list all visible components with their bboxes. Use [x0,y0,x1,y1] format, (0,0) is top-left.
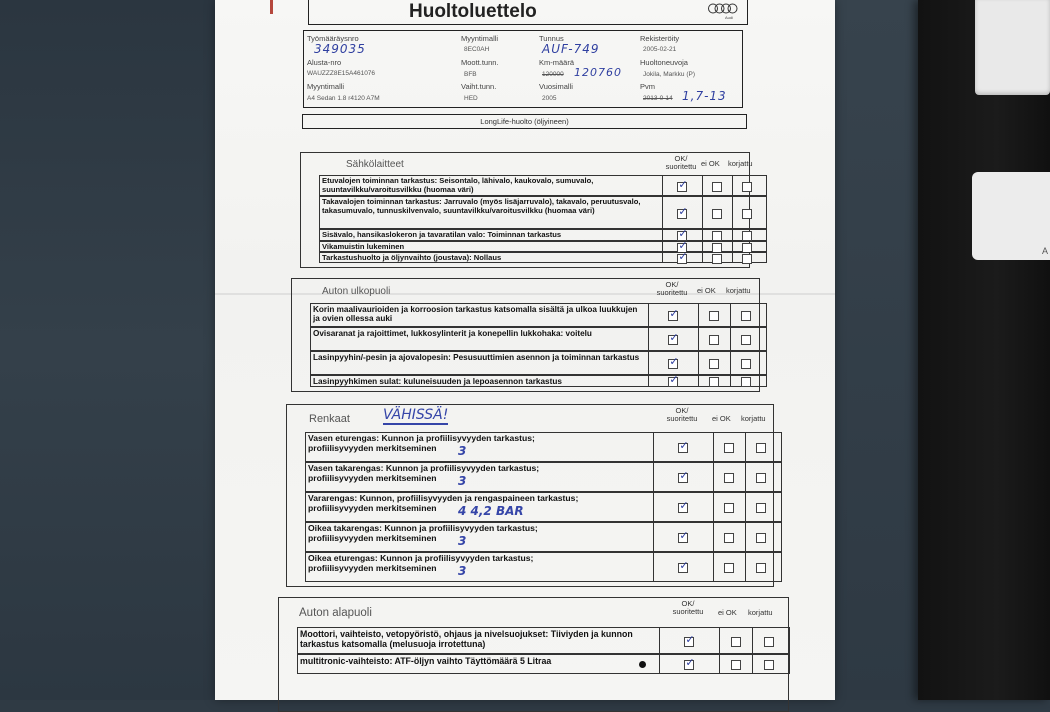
korjattu-checkbox[interactable] [756,533,766,543]
column-korjattu-header: korjattu [728,159,753,168]
checklist-row [319,238,767,252]
row-text [308,553,649,578]
column-divider [653,493,654,521]
column-divider [659,655,660,673]
eiok-checkbox[interactable] [724,473,734,483]
checklist-row [319,249,767,263]
eiok-checkbox[interactable] [724,563,734,573]
column-divider [702,242,703,251]
row-line2: profiilisyvyyden merkitseminen [308,532,437,543]
value-rekisteroity: 2005-02-21 [643,46,677,53]
checkmark-icon: ✓ [679,439,689,452]
column-divider [653,463,654,491]
korjattu-checkbox[interactable] [741,335,751,345]
column-divider [713,463,714,491]
eiok-checkbox[interactable] [731,637,741,647]
eiok-checkbox[interactable] [712,243,722,253]
value-km-printed: 120000 [542,71,564,78]
column-divider [719,628,720,653]
row-text: Tarkastushuolto ja öljynvaihto (joustava): Nollaus [322,253,502,262]
column-divider [659,628,660,653]
column-eiok-header: ei OK [697,286,716,295]
document-header [308,0,748,25]
ok-label: OK/ [674,154,688,163]
label-pvm: Pvm [640,82,655,91]
column-divider [698,352,699,374]
label-vuosimalli: Vuosimalli [539,82,573,91]
checkmark-icon: ✓ [685,656,695,669]
checkmark-icon: ✓ [669,373,679,386]
eiok-checkbox[interactable] [712,254,722,264]
korjattu-checkbox[interactable] [764,637,774,647]
column-divider [732,253,733,262]
column-divider [752,655,753,673]
label-vaiht: Vaiht.tunn. [461,82,497,91]
korjattu-checkbox[interactable] [756,563,766,573]
column-divider [662,197,663,228]
column-divider [702,176,703,195]
checklist-row [305,552,782,582]
row-text: Vikamuistin lukeminen [322,242,405,251]
row-text [308,463,649,488]
section-sahko [300,152,753,268]
audi-rings-icon [707,3,739,14]
column-divider [702,230,703,240]
column-divider [713,553,714,581]
korjattu-checkbox[interactable] [742,243,752,253]
section-ulko [291,278,760,392]
ok-label: OK/ [665,280,679,289]
korjattu-checkbox[interactable] [756,443,766,453]
value-myyntimalli: A4 Sedan 1.8 r4120 A7M [307,95,380,102]
checkmark-icon: ✓ [678,204,688,218]
row-text: Korin maalivaurioiden ja korroosion tarkastus katsomalla sisältä ja ulkoa luukkujen ja ovien ollessa auki [313,305,638,324]
column-divider [732,242,733,251]
column-divider [730,304,731,326]
black-binder [918,0,1050,700]
suoritettu-label: suoritettu [672,607,704,616]
eiok-checkbox[interactable] [709,311,719,321]
checklist-row [305,492,782,522]
eiok-checkbox[interactable] [724,443,734,453]
checkmark-icon: ✓ [678,227,688,240]
column-divider [745,463,746,491]
label-alusta: Alusta-nro [307,58,342,67]
korjattu-checkbox[interactable] [742,254,752,264]
checklist-row [319,229,767,241]
row-text: Takavalojen toiminnan tarkastus: Jarruvalo (myös lisäjarruvalo), takavalo, peruutusvalo, takasumuvalo, tunnuskilvenvalo, suuntavilkku/varoitusvilkku (huomaa väri) [322,197,641,215]
checklist-row [305,462,782,492]
value-km-handwritten: 120760 [574,66,622,79]
eiok-checkbox[interactable] [709,335,719,345]
row-line1: Oikea takarengas: Kunnon ja profiilisyvyyden tarkastus; [308,523,538,533]
eiok-checkbox[interactable] [731,660,741,670]
handwritten-depth: 4 4,2 BAR [458,504,524,518]
section-title: Auton alapuoli [299,606,372,619]
row-text: multitronic-vaihteisto: ATF-öljyn vaihto Täyttömäärä 5 Litraa [300,656,552,666]
row-line1: Vasen takarengas: Kunnon ja profiilisyvyyden tarkastus; [308,463,540,473]
column-divider [648,352,649,374]
column-divider [662,176,663,195]
value-tunnus: AUF-749 [542,42,600,56]
value-vaiht: HED [464,95,478,102]
checklist-row [297,627,790,654]
eiok-checkbox[interactable] [709,377,719,387]
row-text: Moottori, vaihteisto, vetopyöristö, ohjaus ja nivelsuojukset: Tiiviyden ja kunnon tarkastus katsomalla (melusuoja irrotettuna) [300,629,633,650]
column-ok-header [648,407,716,423]
ok-label: OK/ [675,406,689,415]
column-divider [662,242,663,251]
service-checklist-paper [215,0,835,700]
label-rekisteroity: Rekisteröity [640,34,680,43]
row-text: Sisävalo, hansikaslokeron ja tavaratilan valo: Toiminnan tarkastus [322,230,562,239]
column-korjattu-header: korjattu [726,286,751,295]
column-divider [653,433,654,461]
column-korjattu-header: korjattu [748,607,773,617]
checklist-row [319,175,767,196]
column-divider [745,523,746,551]
korjattu-checkbox[interactable] [741,377,751,387]
column-divider [730,328,731,350]
row-text: Lasinpyyhin/-pesin ja ajovalopesin: Pesusuuttimien asennon ja toiminnan tarkastus [313,353,640,362]
label-moott: Moott.tunn. [461,58,499,67]
column-eiok-header: ei OK [701,159,720,168]
value-tyomaaraysnro: 349035 [314,42,366,56]
suoritettu-label: suoritettu [665,162,697,171]
column-divider [653,523,654,551]
korjattu-checkbox[interactable] [742,209,752,219]
column-divider [702,253,703,262]
checkmark-icon: ✓ [669,331,679,344]
section-renkaat [286,404,774,587]
column-divider [713,493,714,521]
bullet-icon [639,661,646,668]
checkmark-icon: ✓ [679,469,689,482]
checkmark-icon: ✓ [678,238,688,252]
longlife-banner: LongLife-huolto (öljyineen) [302,114,747,129]
checklist-row [310,327,767,351]
column-divider [698,376,699,386]
column-divider [732,176,733,195]
row-line2: profiilisyvyyden merkitseminen [308,562,437,573]
checkmark-icon: ✓ [685,632,695,646]
document-title: Huoltoluettelo [409,1,537,22]
checklist-row [310,375,767,387]
binder-label: A [1041,246,1048,256]
row-line1: Oikea eturengas: Kunnon ja profiilisyvyyden tarkastus; [308,553,534,563]
checklist-row [297,654,790,674]
column-ok-header [654,600,722,616]
section-title: Renkaat [309,413,350,425]
column-eiok-header: ei OK [718,607,737,617]
korjattu-checkbox[interactable] [741,311,751,321]
handwritten-depth: 3 [458,474,467,488]
audi-logo-text: Audi [724,15,733,20]
checkmark-icon: ✓ [679,529,689,542]
korjattu-checkbox[interactable] [742,231,752,241]
checkmark-icon: ✓ [678,177,688,191]
eiok-checkbox[interactable] [712,231,722,241]
section-title: Auton ulkopuoli [322,286,391,297]
label-tunnus: Tunnus [539,34,564,43]
label-huoltoneuvoja: Huoltoneuvoja [640,58,688,67]
value-pvm-handwritten: 1,7-13 [682,89,727,103]
eiok-checkbox[interactable] [724,533,734,543]
label-km: Km-määrä [539,58,575,67]
column-divider [648,328,649,350]
column-divider [745,433,746,461]
label-tyomaaraysnro: Työmääräysnro [307,34,359,43]
checkmark-icon: ✓ [679,499,689,512]
column-divider [730,352,731,374]
row-text: Ovisaranat ja rajoittimet, lukkosylinterit ja konepellin lukkohaka: voitelu [313,329,592,338]
row-line1: Vararengas: Kunnon, profiilisyvyyden ja rengaspaineen tarkastus; [308,493,579,503]
row-line2: profiilisyvyyden merkitseminen [308,442,437,453]
binder-paper-card [975,0,1050,95]
checkmark-icon: ✓ [679,559,689,572]
suoritettu-label: suoritettu [666,414,698,423]
column-divider [730,376,731,386]
column-divider [698,304,699,326]
handwritten-depth: 3 [458,534,467,548]
checklist-row [310,303,767,327]
column-divider [719,655,720,673]
vehicle-info-block [303,30,743,108]
column-divider [662,253,663,262]
binder-paper-card-lower [972,172,1050,260]
section-ala [278,597,789,712]
checklist-row [319,196,767,229]
eiok-checkbox[interactable] [709,359,719,369]
handwritten-depth: 3 [458,444,467,458]
column-divider [745,553,746,581]
checkmark-icon: ✓ [669,355,679,368]
suoritettu-label: suoritettu [656,288,688,297]
section-title: Sähkölaitteet [346,159,404,170]
row-text: Lasinpyyhkimen sulat: kuluneisuuden ja lepoasennon tarkastus [313,377,562,386]
checkmark-icon: ✓ [669,307,679,320]
label-myyntimalli: Myyntimalli [307,82,345,91]
column-divider [745,493,746,521]
checkmark-icon: ✓ [678,249,688,263]
checklist-row [310,351,767,375]
column-divider [653,553,654,581]
column-divider [648,304,649,326]
column-divider [702,197,703,228]
column-divider [713,523,714,551]
value-pvm-printed: 2013-0-14 [643,95,673,102]
value-alusta: WAUZZZ8E15A461076 [307,70,376,77]
row-line2: profiilisyvyyden merkitseminen [308,502,437,513]
row-text [308,433,649,458]
column-divider [713,433,714,461]
column-divider [732,230,733,240]
korjattu-checkbox[interactable] [764,660,774,670]
column-divider [698,328,699,350]
handwritten-note: VÄHISSÄ! [383,407,449,423]
row-line2: profiilisyvyyden merkitseminen [308,472,437,483]
row-text: Etuvalojen toiminnan tarkastus: Seisontalo, lähivalo, kaukovalo, sumuvalo, suuntavilkku/varoitusvilkku (huomaa väri) [322,176,594,194]
value-huoltoneuvoja: Jokila, Markku (P) [643,71,696,78]
row-line1: Vasen eturengas: Kunnon ja profiilisyvyyden tarkastus; [308,433,535,443]
value-myyntimalli-2: 8EC0AH [464,46,490,53]
ok-label: OK/ [681,599,695,608]
column-eiok-header: ei OK [712,413,731,423]
eiok-checkbox[interactable] [712,209,722,219]
row-text [308,523,649,548]
column-korjattu-header: korjattu [741,413,766,423]
korjattu-checkbox[interactable] [741,359,751,369]
korjattu-checkbox[interactable] [742,182,752,192]
column-ok-header [643,281,701,297]
column-divider [732,197,733,228]
korjattu-checkbox[interactable] [756,473,766,483]
checklist-row [305,522,782,552]
korjattu-checkbox[interactable] [756,503,766,513]
handwritten-depth: 3 [458,564,467,578]
column-divider [662,230,663,240]
label-myyntimalli-2: Myyntimalli [461,34,499,43]
red-mark [270,0,273,14]
column-divider [752,628,753,653]
eiok-checkbox[interactable] [724,503,734,513]
row-text [308,493,649,518]
value-moott: BFB [464,71,477,78]
eiok-checkbox[interactable] [712,182,722,192]
column-ok-header [657,155,705,171]
value-vuosimalli: 2005 [542,95,557,102]
column-divider [648,376,649,386]
checklist-row [305,432,782,462]
